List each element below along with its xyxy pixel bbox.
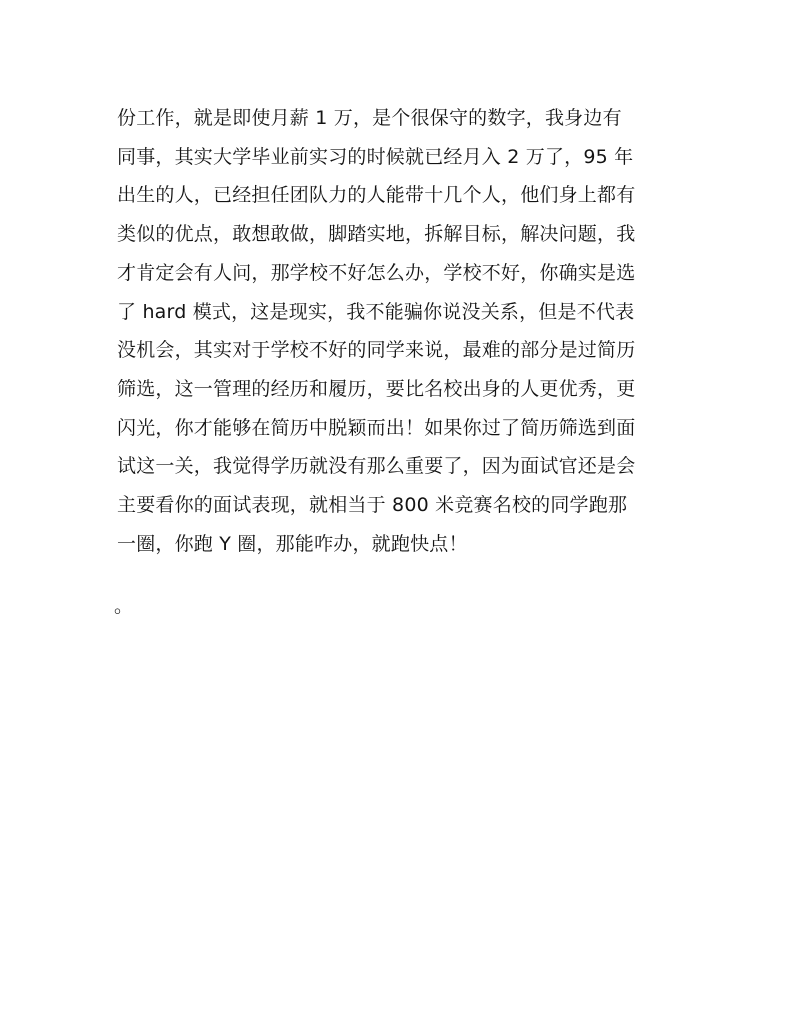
paragraph-line: 出生的人，已经担任团队力的人能带十几个人，他们身上都有 (117, 184, 636, 207)
paragraph-line: 才肯定会有人问，那学校不好怎么办，学校不好，你确实是选 (117, 261, 636, 284)
paragraph-line: 试这一关，我觉得学历就没有那么重要了，因为面试官还是会 (117, 455, 636, 478)
paragraph-line: 了 hard 模式，这是现实，我不能骗你说没关系，但是不代表 (117, 300, 635, 323)
body-paragraph (117, 99, 697, 563)
paragraph-line: 类似的优点，敢想敢做，脚踏实地，拆解目标，解决问题，我 (117, 223, 636, 246)
paragraph-line: 闪光，你才能够在简历中脱颖而出！如果你过了简历筛选到面 (117, 416, 636, 439)
paragraph-line: 一圈，你跑 Y 圈，那能咋办，就跑快点！ (117, 532, 468, 555)
paragraph-line: 没机会，其实对于学校不好的同学来说，最难的部分是过简历 (117, 339, 636, 362)
paragraph-line: 筛选，这一管理的经历和履历，要比名校出身的人更优秀，更 (117, 377, 636, 400)
trailing-punctuation: 。 (114, 595, 134, 617)
paragraph-line: 份工作，就是即使月薪 1 万，是个很保守的数字，我身边有 (117, 107, 622, 129)
paragraph-line: 同事，其实大学毕业前实习的时候就已经月入 2 万了，95 年 (117, 145, 634, 168)
paragraph-line: 主要看你的面试表现，就相当于 800 米竞赛名校的同学跑那 (117, 494, 628, 517)
